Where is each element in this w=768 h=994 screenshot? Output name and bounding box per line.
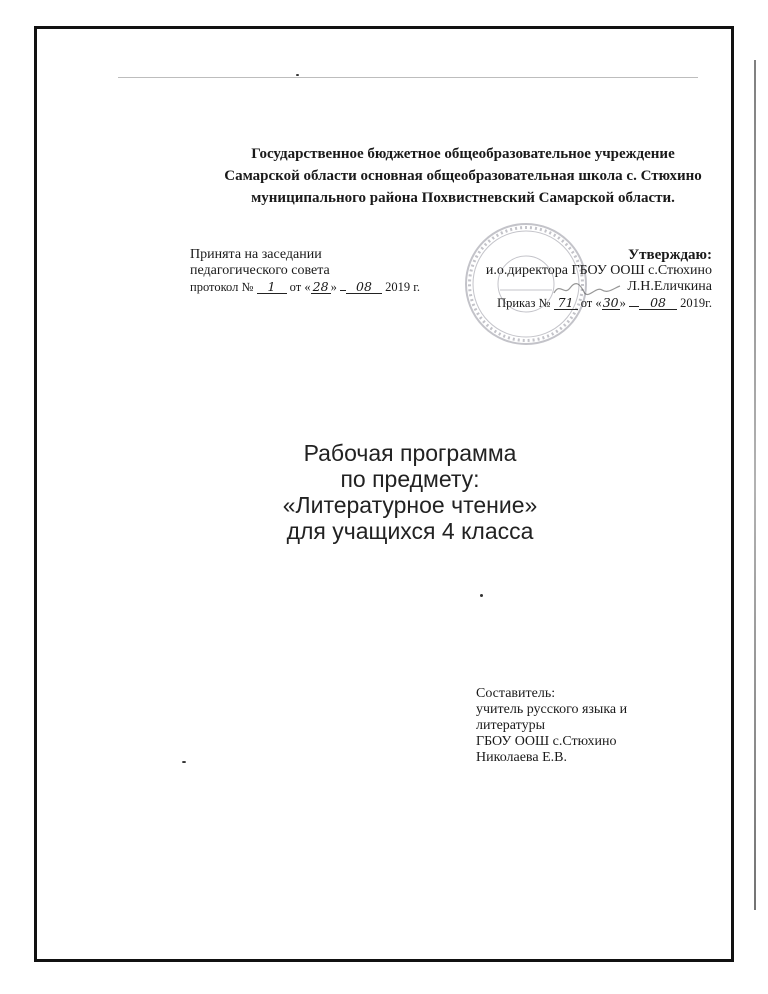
accepted-line: Принята на заседании [190,247,322,262]
from-label: от « [580,296,602,310]
order-month: 08 [639,296,677,310]
order-label: Приказ № [497,296,551,310]
handwritten-signature [552,280,622,298]
program-title-line: для учащихся 4 класса [286,518,534,544]
institution-header [200,143,726,209]
protocol-month: 08 [346,280,382,294]
protocol-number: 1 [257,280,287,294]
header-rule [118,77,698,78]
compiler-block [476,686,716,766]
scan-speck [480,594,483,597]
scan-speck [296,74,299,76]
program-title-line: по предмету: [340,466,480,492]
approver-name: Л.Н.Еличкина [627,279,712,294]
protocol-day: 28 [311,280,331,294]
compiler-label: Составитель: [476,686,556,701]
program-title [230,440,590,544]
quote-close: » [330,280,337,294]
header-line: Самарской области основная общеобразовательная школа с. Стюхино [224,168,702,184]
underline [629,306,639,307]
approver-position: и.о.директора ГБОУ ООШ с.Стюхино [485,263,712,278]
from-label: от « [289,280,311,294]
scan-speck [182,761,186,763]
program-title-line: Рабочая программа [303,440,517,466]
quote-close: » [619,296,626,310]
accepted-block [190,247,450,295]
compiler-line: учитель русского языка и [476,702,628,717]
protocol-label: протокол № [190,280,254,294]
program-title-line: «Литературное чтение» [282,492,538,518]
accepted-line: педагогического совета [190,263,330,278]
header-line: Государственное бюджетное общеобразовательное учреждение [251,146,675,162]
protocol-year: 2019 г. [385,280,421,294]
approval-title: Утверждаю: [628,247,712,263]
order-year: 2019г. [680,296,712,310]
compiler-line: литературы [476,718,546,733]
header-line: муниципального района Похвистневский Самарской области. [251,190,675,206]
compiler-line: ГБОУ ООШ с.Стюхино [476,734,617,749]
order-day: 30 [602,295,619,310]
compiler-name: Николаева Е.В. [476,750,567,765]
scan-edge-shadow [754,60,756,910]
order-number: 71 [554,296,578,310]
protocol-line [190,279,450,295]
approval-block [420,247,712,311]
